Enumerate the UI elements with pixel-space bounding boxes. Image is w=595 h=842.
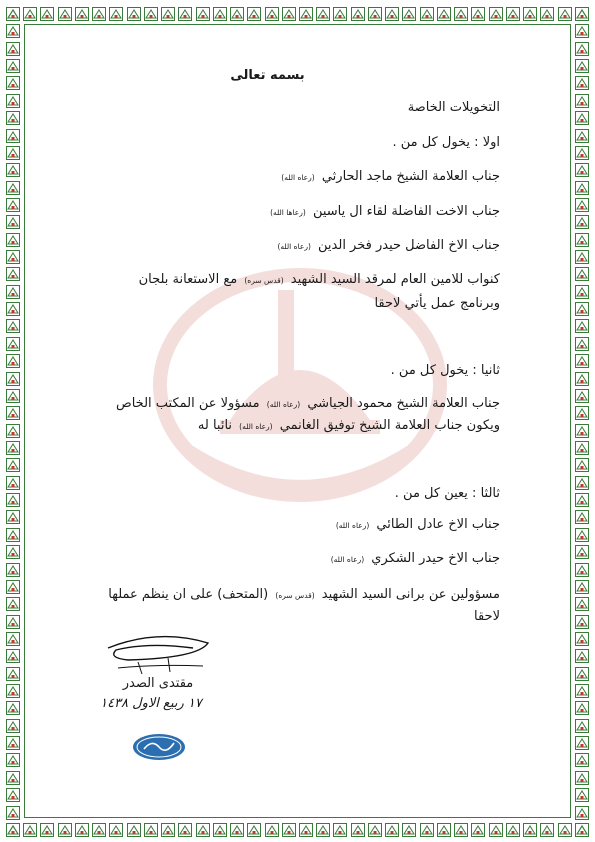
section3-intro: ثالثا : يعين كل من .	[394, 486, 500, 501]
person-name: جناب العلامة الشيخ محمود الجياشي	[307, 396, 500, 411]
section1-role-line-1	[139, 272, 500, 287]
role-text: مسؤولا عن المكتب الخاص	[116, 396, 260, 411]
person-name: جناب الاخ عادل الطائي	[376, 517, 500, 532]
section1-person-2	[267, 204, 500, 219]
honorific: (رعاه الله)	[335, 521, 370, 530]
section1-intro: اولا : يخول كل من .	[392, 135, 500, 150]
section3-resp-line-1	[108, 587, 500, 602]
section2-intro: ثانيا : يخول كل من .	[390, 363, 500, 378]
role-text: كنواب للامين العام لمرقد السيد الشهيد	[290, 272, 500, 287]
honorific: (رعاه الله)	[277, 242, 311, 251]
document-heading: بسمه تعالى	[230, 68, 305, 83]
document-title: التخويلات الخاصة	[407, 100, 500, 115]
section1-person-3	[274, 238, 500, 253]
official-stamp-icon	[132, 733, 186, 761]
section1-role-line-2: وبرنامج عمل يأتي لاحقا	[374, 296, 500, 311]
section1-person-1	[278, 169, 500, 184]
section3-person-1	[333, 517, 500, 532]
role-text: (المتحف) على ان ينظم عملها	[108, 587, 269, 602]
section2-line-2	[198, 418, 500, 433]
person-name: جناب الاخ حيدر الشكري	[371, 551, 500, 566]
honorific: (رعاه الله)	[266, 400, 301, 409]
section2-line-1	[116, 396, 500, 411]
honorific: (رعاها الله)	[270, 208, 306, 217]
honorific: (رعاه الله)	[239, 422, 273, 431]
section3-person-2	[328, 551, 500, 566]
person-name: جناب الاخ الفاضل حيدر فخر الدين	[318, 238, 500, 253]
section3-resp-line-2: لاحقا	[474, 609, 500, 624]
honorific: (رعاه الله)	[330, 555, 365, 564]
person-name: ويكون جناب العلامة الشيخ توفيق الغانمي	[279, 418, 500, 433]
person-name: جناب الاخت الفاضلة لقاء ال ياسين	[312, 204, 500, 219]
signatory-name: مقتدى الصدر	[122, 676, 194, 691]
role-text: مع الاستعانة بلجان	[138, 272, 238, 287]
honorific: (قدس سره)	[275, 591, 315, 600]
honorific: (قدس سره)	[244, 276, 284, 285]
role-text: نائبا له	[197, 418, 233, 433]
honorific: (رعاه الله)	[281, 173, 315, 182]
role-text: مسؤولين عن برانى السيد الشهيد	[321, 587, 500, 602]
signature-date: ١٧ ربيع الاول ١٤٣٨	[100, 696, 202, 711]
person-name: جناب العلامة الشيخ ماجد الحارثي	[321, 169, 500, 184]
